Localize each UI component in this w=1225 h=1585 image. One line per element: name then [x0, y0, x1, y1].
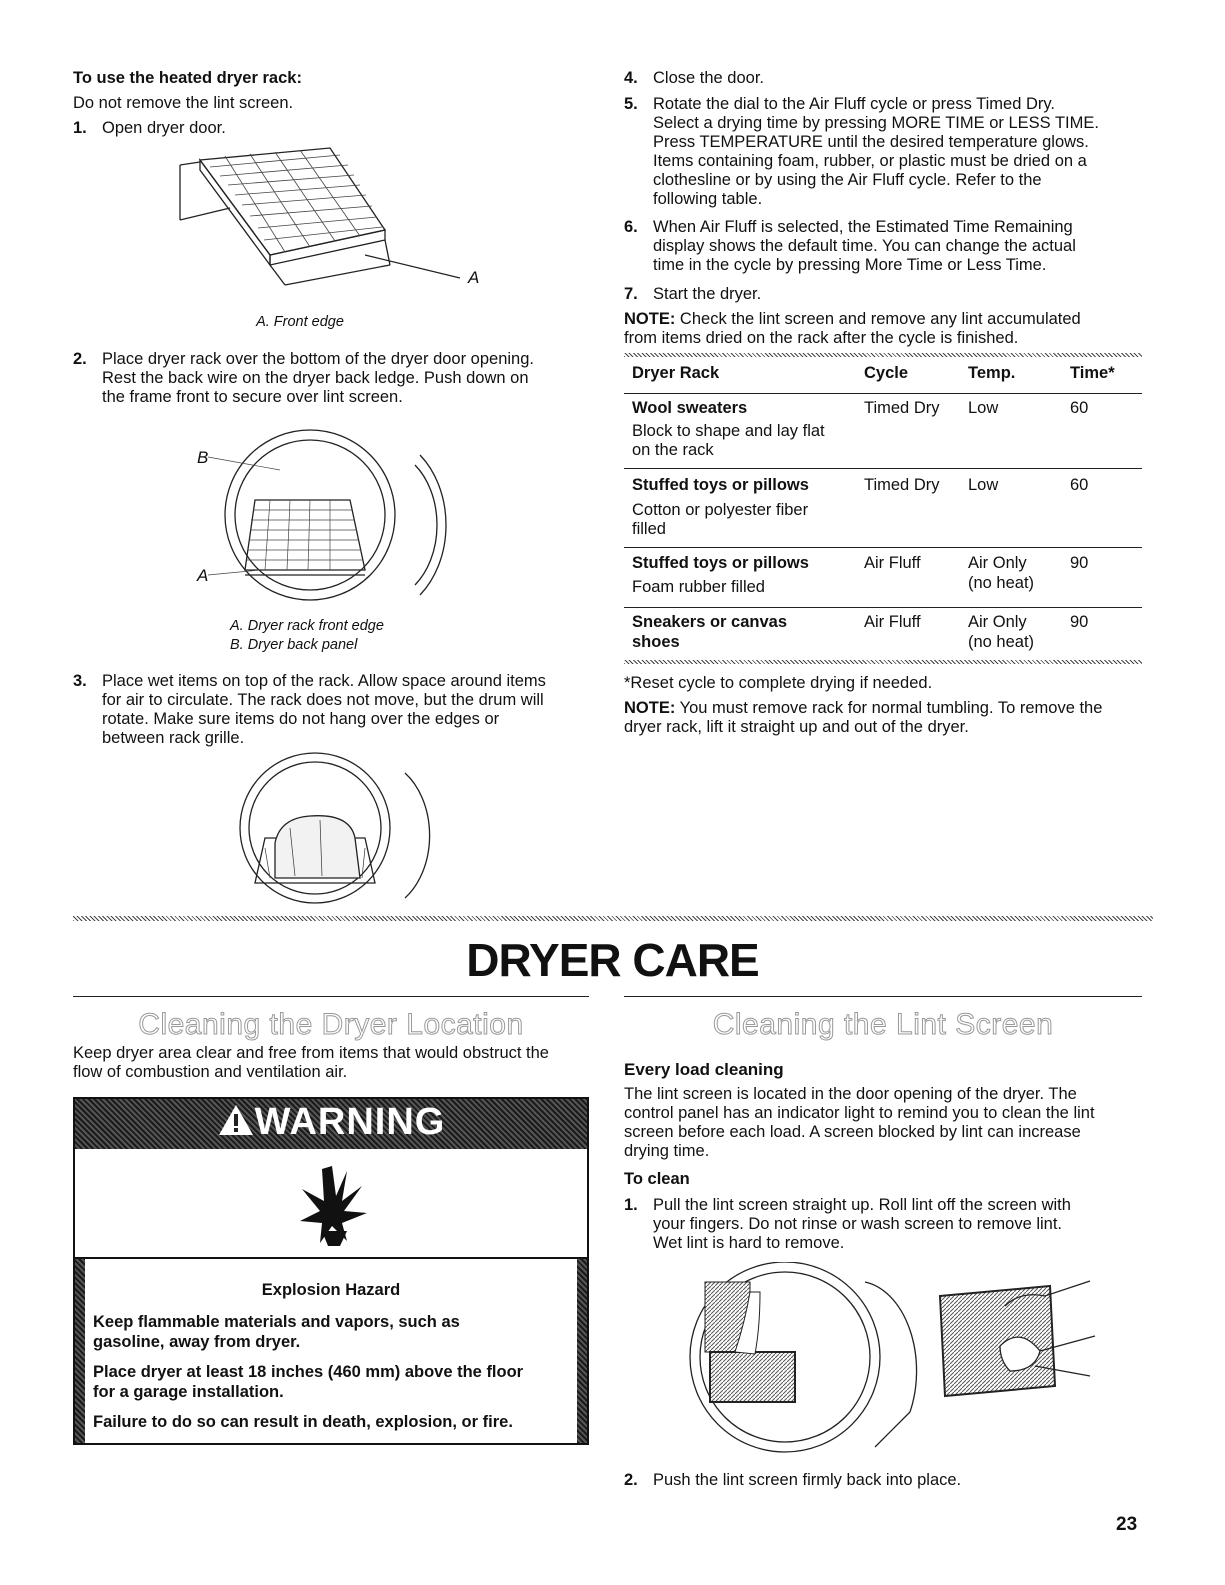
- step-text: Rotate the dial to the Air Fluff cycle or press Timed Dry. Select a drying time by pressing MORE TIME or LESS TIME. Press TEMPERATURE until the desired temperature glows. Items containing foam, rubber, or plastic must be dried on a clothesline or by using the Air Fluff cycle. Refer to the following table.: [653, 95, 1099, 208]
- step-number: 2.: [73, 350, 87, 368]
- section-rule: [73, 916, 1153, 921]
- step-text: Place wet items on top of the rack. Allow space around items for air to circulate. The rack does not move, but the drum will rotate. Make sure items do not hang over the edges or between rack grille.: [102, 672, 546, 747]
- clean-step-2: [624, 1471, 1154, 1491]
- step-text: Open dryer door.: [102, 119, 226, 137]
- location-title: Cleaning the Dryer Location: [138, 1008, 524, 1041]
- hazard-title: Explosion Hazard: [261, 1281, 401, 1299]
- step-1: [73, 119, 593, 139]
- step-number: 6.: [624, 218, 638, 236]
- table-footnote: *Reset cycle to complete drying if needed.: [624, 674, 933, 692]
- lint-screen-cleaning-illustration: [930, 1276, 1100, 1406]
- lint-title: Cleaning the Lint Screen: [712, 1008, 1054, 1041]
- warning-title: WARNING: [254, 1101, 446, 1143]
- page-number: 23: [1116, 1514, 1138, 1535]
- step-5: [624, 95, 1164, 215]
- table-row: Stuffed toys or pillows Cotton or polyester fiber filled Timed Dry Low 60: [624, 468, 1142, 548]
- to-clean-heading: To clean: [624, 1170, 690, 1188]
- lint-screen-removal-illustration: [675, 1262, 925, 1462]
- fig2-caption-b: B. Dryer back panel: [230, 637, 358, 653]
- table-row: Wool sweaters Block to shape and lay flat on the rack Timed Dry Low 60: [624, 393, 1142, 469]
- warning-box: [73, 1097, 589, 1445]
- step-number: 2.: [624, 1471, 638, 1489]
- table-header: [624, 357, 1142, 394]
- note-remove-rack: NOTE: You must remove rack for normal tumbling. To remove the dryer rack, lift it straight up and out of the dryer.: [624, 699, 1103, 736]
- header-time: Time*: [1070, 364, 1115, 382]
- lint-rule: [624, 996, 1142, 997]
- dryer-care-title: DRYER CARE: [466, 934, 759, 986]
- step-text: Push the lint screen firmly back into place.: [653, 1471, 962, 1489]
- fig2-label-b: B: [197, 448, 209, 467]
- step-4: [624, 69, 1154, 89]
- warning-title-row: [75, 1101, 587, 1144]
- header-cycle: Cycle: [864, 364, 909, 382]
- warning-triangle-icon: [217, 1103, 255, 1137]
- fig2-label-a: A: [197, 566, 209, 585]
- table-bottom-rule: [624, 660, 1142, 664]
- step-7: [624, 285, 1154, 305]
- header-dryer-rack: Dryer Rack: [632, 364, 720, 382]
- step-2: [73, 350, 593, 410]
- step-6: [624, 218, 1164, 278]
- note-rack-lint: NOTE: Check the lint screen and remove any lint accumulated from items dried on the rack after the cycle is finished.: [624, 310, 1081, 347]
- step-text: Pull the lint screen straight up. Roll lint off the screen with your fingers. Do not rinse or wash screen to remove lint. Wet lint is hard to remove.: [653, 1196, 1071, 1252]
- fig1-label-a: A: [468, 268, 480, 287]
- clean-step-1: [624, 1196, 1164, 1256]
- table-row: Sneakers or canvas shoes Air Fluff Air Only (no heat) 90: [632, 613, 1089, 651]
- fig1-caption: A. Front edge: [256, 314, 344, 330]
- step-number: 5.: [624, 95, 638, 113]
- location-rule: [73, 996, 589, 997]
- dryer-rack-table: [624, 357, 1142, 662]
- step-number: 1.: [73, 119, 87, 137]
- header-temp: Temp.: [968, 364, 1016, 382]
- step-text: When Air Fluff is selected, the Estimated Time Remaining display shows the default time. You can change the actual time in the cycle by pressing More Time or Less Time.: [653, 218, 1076, 274]
- dryer-with-items-illustration: [220, 748, 450, 908]
- step-text: Start the dryer.: [653, 285, 762, 303]
- table-row: Stuffed toys or pillows Foam rubber filled Air Fluff Air Only (no heat) 90: [624, 547, 1142, 608]
- step-3: [73, 672, 593, 752]
- warning-icon-area: [75, 1147, 587, 1259]
- rack-heading: To use the heated dryer rack:: [73, 69, 302, 87]
- step-text: Close the door.: [653, 69, 764, 87]
- lint-text: The lint screen is located in the door opening of the dryer. The control panel has an indicator light to remind you to clean the lint screen before each load. A screen blocked by lint can increase drying time.: [624, 1085, 1095, 1160]
- dryer-with-rack-illustration: [190, 420, 480, 605]
- location-text: Keep dryer area clear and free from items that would obstruct the flow of combustion and ventilation air.: [73, 1044, 549, 1081]
- dryer-rack-illustration: [170, 140, 500, 310]
- fig2-captions: [230, 617, 384, 655]
- rack-intro: Do not remove the lint screen.: [73, 94, 294, 112]
- every-load-heading: Every load cleaning: [624, 1060, 784, 1079]
- fig2-caption-a: A. Dryer rack front edge: [230, 618, 384, 634]
- explosion-icon: [292, 1161, 372, 1251]
- step-number: 3.: [73, 672, 87, 690]
- step-number: 1.: [624, 1196, 638, 1214]
- step-number: 7.: [624, 285, 638, 303]
- hazard-text: Keep flammable materials and vapors, such as gasoline, away from dryer. Place dryer at least 18 inches (460 mm) above the floor for a garage installation. Failure to do so can result in death, explosion, or fire.: [93, 1313, 524, 1431]
- step-text: Place dryer rack over the bottom of the dryer door opening. Rest the back wire on the dryer back ledge. Push down on the frame front to secure over lint screen.: [102, 350, 534, 406]
- step-number: 4.: [624, 69, 638, 87]
